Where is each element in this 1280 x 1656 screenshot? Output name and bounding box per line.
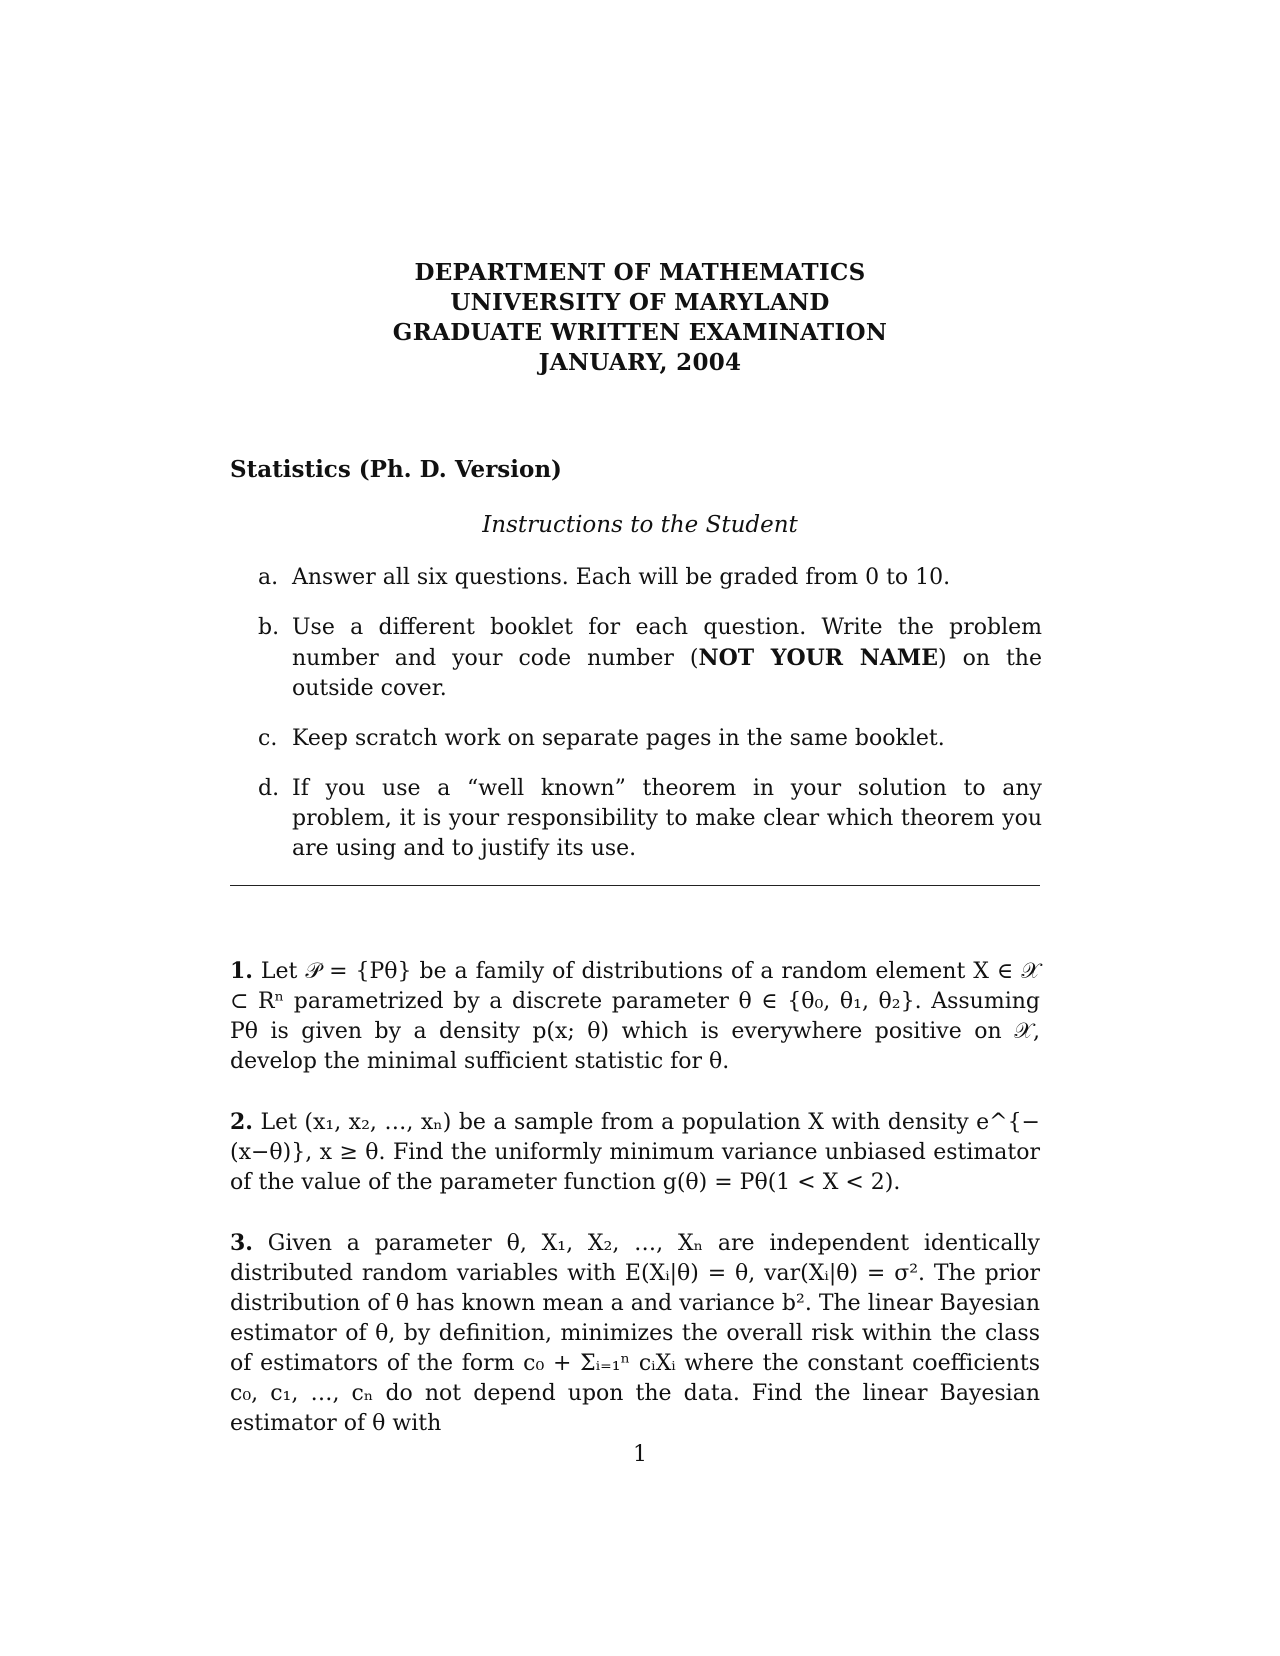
university-line: UNIVERSITY OF MARYLAND xyxy=(450,289,830,316)
instruction-marker: b. xyxy=(258,615,280,640)
instruction-marker: d. xyxy=(258,776,280,801)
problem-text: Let (x₁, x₂, …, xₙ) be a sample from a population X with density e^{−(x−θ)}, x ≥ θ. Find the uniformly minimum variance unbiased estimator of the value of the parameter function g(θ) = Pθ(1 < X < 2). xyxy=(230,1110,1040,1195)
instruction-item-b xyxy=(258,613,1042,704)
instruction-emphasis: NOT YOUR NAME xyxy=(698,645,939,671)
problem-text: Given a parameter θ, X₁, X₂, …, Xₙ are independent identically distributed random variables with E(Xᵢ|θ) = θ, var(Xᵢ|θ) = σ². The prior distribution of θ has known mean a and variance b². The linear Bayesian estimator of θ, by definition, minimizes the overall risk within the class of estimators of the form c₀ + Σᵢ₌₁ⁿ cᵢXᵢ where the constant coefficients c₀, c₁, …, cₙ do not depend upon the data. Find the linear Bayesian estimator of θ with xyxy=(230,1231,1040,1436)
instruction-marker: a. xyxy=(258,565,279,590)
section-title: Statistics (Ph. D. Version) xyxy=(230,456,562,483)
horizontal-rule xyxy=(230,885,1040,886)
instruction-marker: c. xyxy=(258,726,278,751)
instruction-item-a xyxy=(258,563,1042,593)
instruction-text: ) on the outside cover. xyxy=(292,646,1042,701)
problem-number: 3. xyxy=(230,1230,253,1256)
instructions-list xyxy=(258,563,1042,884)
page-number: 1 xyxy=(633,1442,647,1467)
problem-3 xyxy=(230,1228,1040,1439)
instruction-text: If you use a “well known” theorem in your solution to any problem, it is your responsibility to make clear which theorem you are using and to justify its use. xyxy=(292,776,1042,861)
problems-list xyxy=(230,956,1040,1469)
exam-title-line: GRADUATE WRITTEN EXAMINATION xyxy=(392,319,888,346)
instructions-heading: Instructions to the Student xyxy=(482,512,798,538)
department-line: DEPARTMENT OF MATHEMATICS xyxy=(414,259,866,286)
instruction-text: Answer all six questions. Each will be graded from 0 to 10. xyxy=(292,565,951,590)
instruction-text: Keep scratch work on separate pages in the same booklet. xyxy=(292,726,945,751)
problem-number: 1. xyxy=(230,958,253,984)
exam-date-line: JANUARY, 2004 xyxy=(538,349,742,376)
exam-header xyxy=(0,258,1280,378)
problem-number: 2. xyxy=(230,1109,253,1135)
instruction-item-d xyxy=(258,774,1042,864)
instruction-item-c xyxy=(258,724,1042,754)
instruction-text: Use a different booklet for each question. Write the problem number and your code number ( xyxy=(292,615,1042,671)
problem-1 xyxy=(230,956,1040,1077)
problem-2 xyxy=(230,1107,1040,1198)
problem-text: Let 𝒫 = {Pθ} be a family of distributions of a random element X ∈ 𝒳 ⊂ Rⁿ parametrized by a discrete parameter θ ∈ {θ₀, θ₁, θ₂}. Assuming Pθ is given by a density p(x; θ) which is everywhere positive on 𝒳, develop the minimal sufficient statistic for θ. xyxy=(230,959,1040,1074)
